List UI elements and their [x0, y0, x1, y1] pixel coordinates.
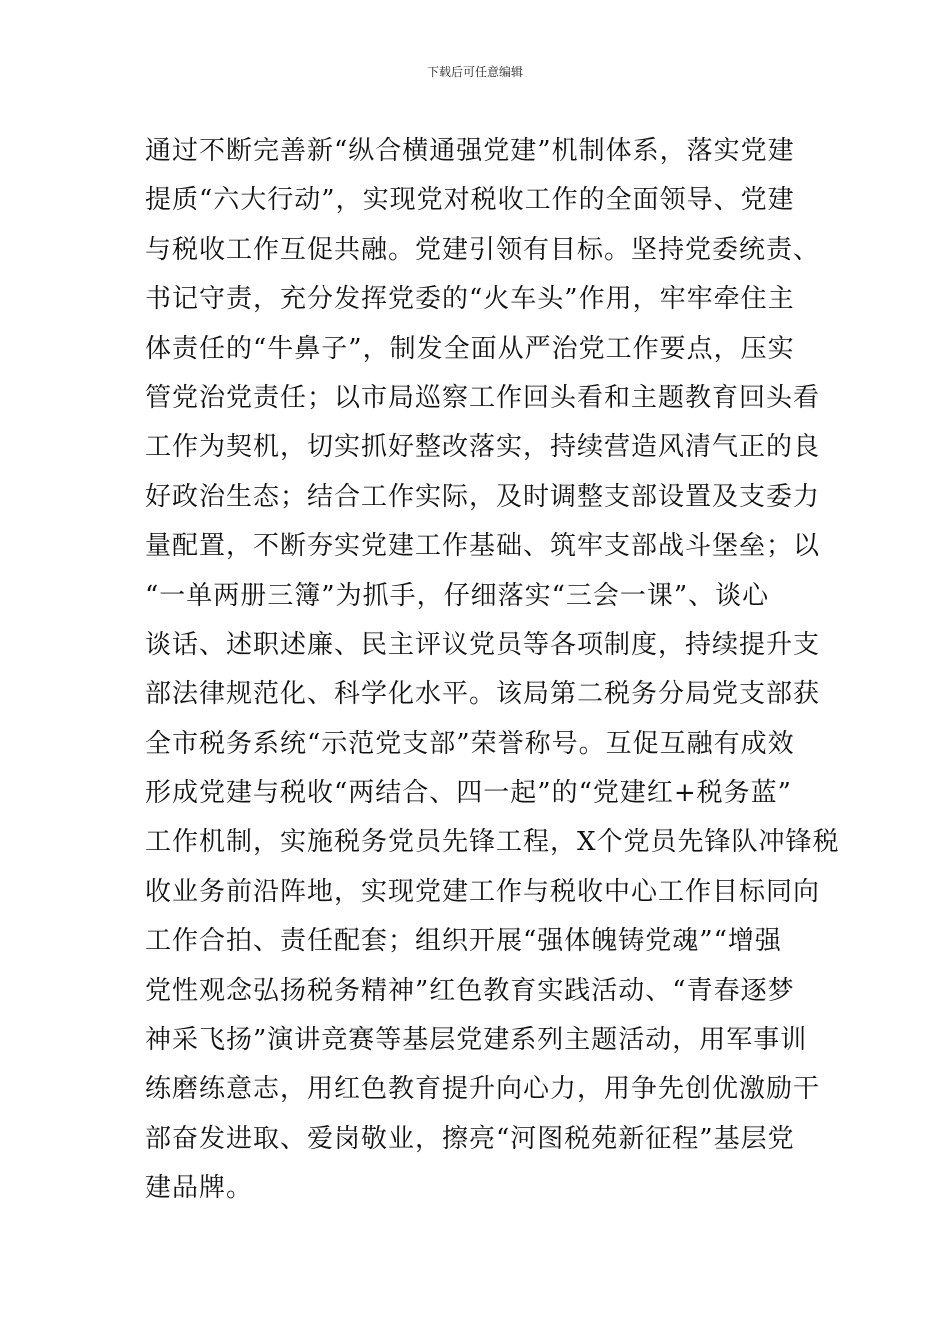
text-line: 通过不断完善新“纵合横通强党建”机制体系，落实党建 — [145, 136, 795, 166]
text-line: 形成党建与税收“两结合、四一起”的“党建红+税务蓝” — [145, 778, 792, 809]
text-line: 神采飞扬”演讲竞赛等基层党建系列主题活动，用军事训 — [145, 1025, 808, 1056]
text-line: 部奋发进取、爱岗敬业，擦亮“河图税苑新征程”基层党 — [145, 1123, 795, 1154]
text-line: 书记守责，充分发挥党委的“火车头”作用，牢牢牵住主 — [145, 284, 795, 315]
text-line: 收业务前沿阵地，实现党建工作与税收中心工作目标同向 — [145, 876, 821, 907]
page-header: 下载后可任意编辑 — [426, 65, 523, 79]
text-line: 谈话、述职述廉、民主评议党员等各项制度，持续提升支 — [145, 629, 821, 660]
text-line: 与税收工作互促共融。党建引领有目标。坚持党委统责、 — [145, 234, 821, 265]
text-line: 全市税务系统“示范党支部”荣誉称号。互促互融有成效 — [145, 728, 795, 759]
text-line: 量配置，不断夯实党建工作基础、筑牢支部战斗堡垒；以 — [145, 531, 821, 562]
body-paragraph — [145, 127, 840, 1214]
text-line: 党性观念弘扬税务精神”红色教育实践活动、“青春逐梦 — [145, 975, 795, 1006]
text-line: 练磨练意志，用红色教育提升向心力，用争先创优激励干 — [145, 1074, 821, 1105]
text-line: 提质“六大行动”，实现党对税收工作的全面领导、党建 — [145, 185, 795, 216]
text-line: 好政治生态；结合工作实际，及时调整支部设置及支委力 — [145, 481, 821, 512]
text-line: 工作合拍、责任配套；组织开展“强体魄铸党魂”“增强 — [145, 926, 782, 957]
text-line: 工作机制，实施税务党员先锋工程，X个党员先锋队冲锋税 — [145, 827, 840, 858]
text-line: “一单两册三簿”为抓手，仔细落实“三会一课”、谈心 — [145, 580, 770, 611]
text-line: 建品牌。 — [145, 1173, 254, 1204]
text-line: 部法律规范化、科学化水平。该局第二税务分局党支部获 — [145, 679, 821, 710]
text-line: 工作为契机，切实抓好整改落实，持续营造风清气正的良 — [145, 432, 821, 463]
text-line: 管党治党责任；以市局巡察工作回头看和主题教育回头看 — [145, 382, 821, 413]
text-line: 体责任的“牛鼻子”，制发全面从严治党工作要点，压实 — [145, 333, 795, 364]
